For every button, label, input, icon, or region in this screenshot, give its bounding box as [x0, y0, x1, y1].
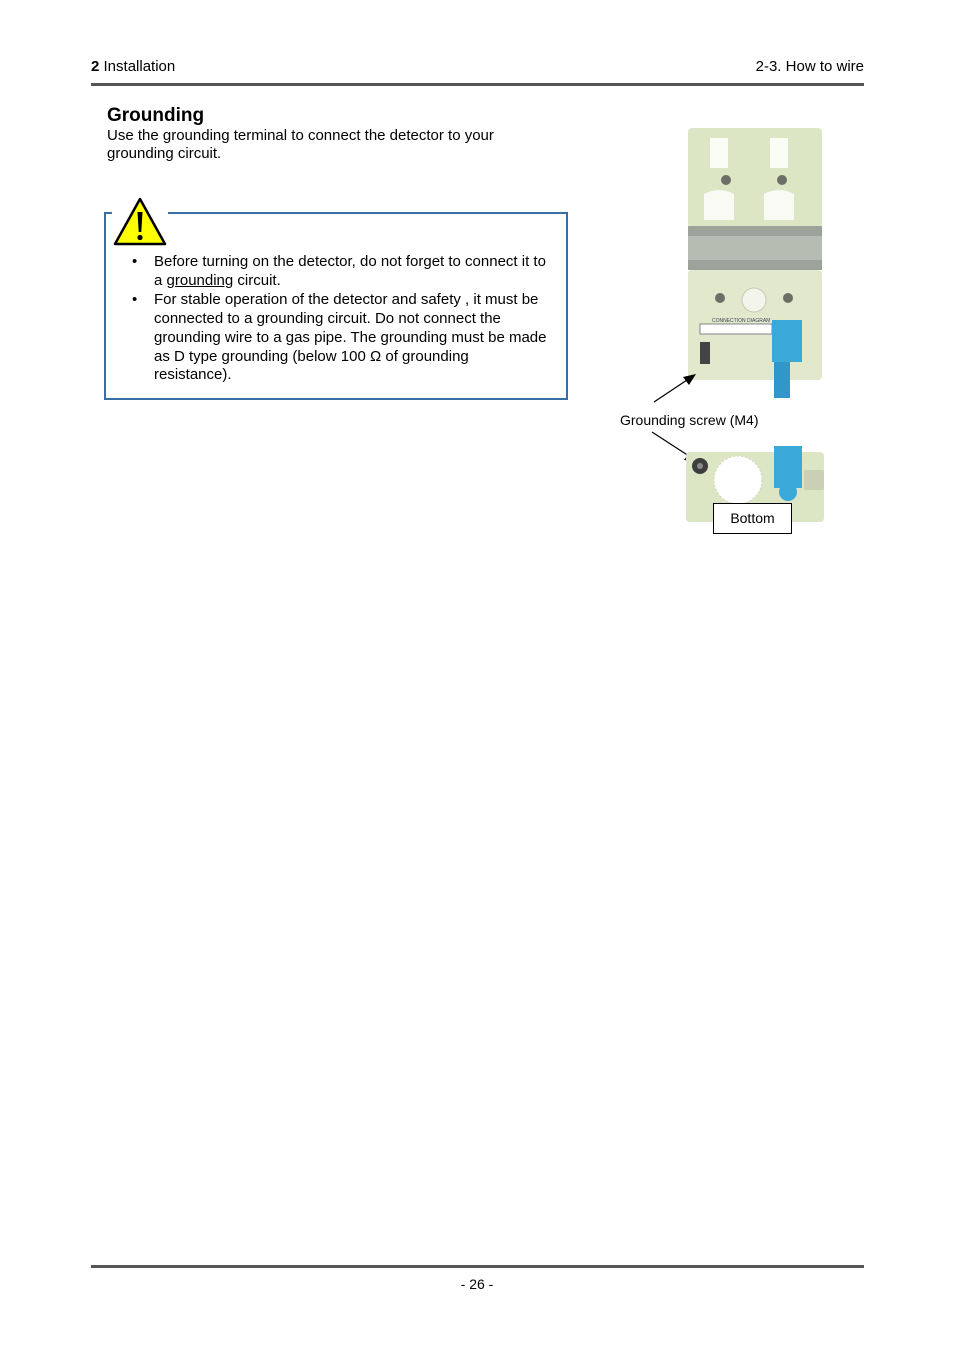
grounding-term: grounding — [166, 271, 234, 289]
caution-list — [130, 253, 550, 386]
grounding-screw-label: Grounding screw (M4) — [620, 412, 759, 428]
chapter-title: Installation — [103, 58, 176, 75]
warning-triangle-icon — [112, 196, 168, 248]
header-section-ref: 2-3. How to wire — [755, 58, 864, 75]
chapter-number: 2 — [91, 58, 100, 75]
connection-diagram-label: CONNECTION DIAGRAM — [712, 318, 771, 324]
caution-item: • For stable operation of the detector and safety , it must be connected to a grounding circuit. Do not connect the grounding wire to a gas pipe. The grounding must be made as D type grounding (below 100 Ω of grounding resistance). — [130, 291, 550, 385]
caution-item: • Before turning on the detector, do not forget to connect it to a grounding circuit. — [130, 253, 550, 290]
header-rule — [91, 83, 864, 86]
page-number: - 26 - — [460, 1276, 494, 1292]
footer-rule — [91, 1265, 864, 1268]
header-chapter — [91, 58, 175, 75]
section-body: Use the grounding terminal to connect the detector to your grounding circuit. — [107, 127, 494, 162]
section-title: Grounding — [107, 105, 205, 126]
bottom-label: Bottom — [713, 503, 792, 534]
